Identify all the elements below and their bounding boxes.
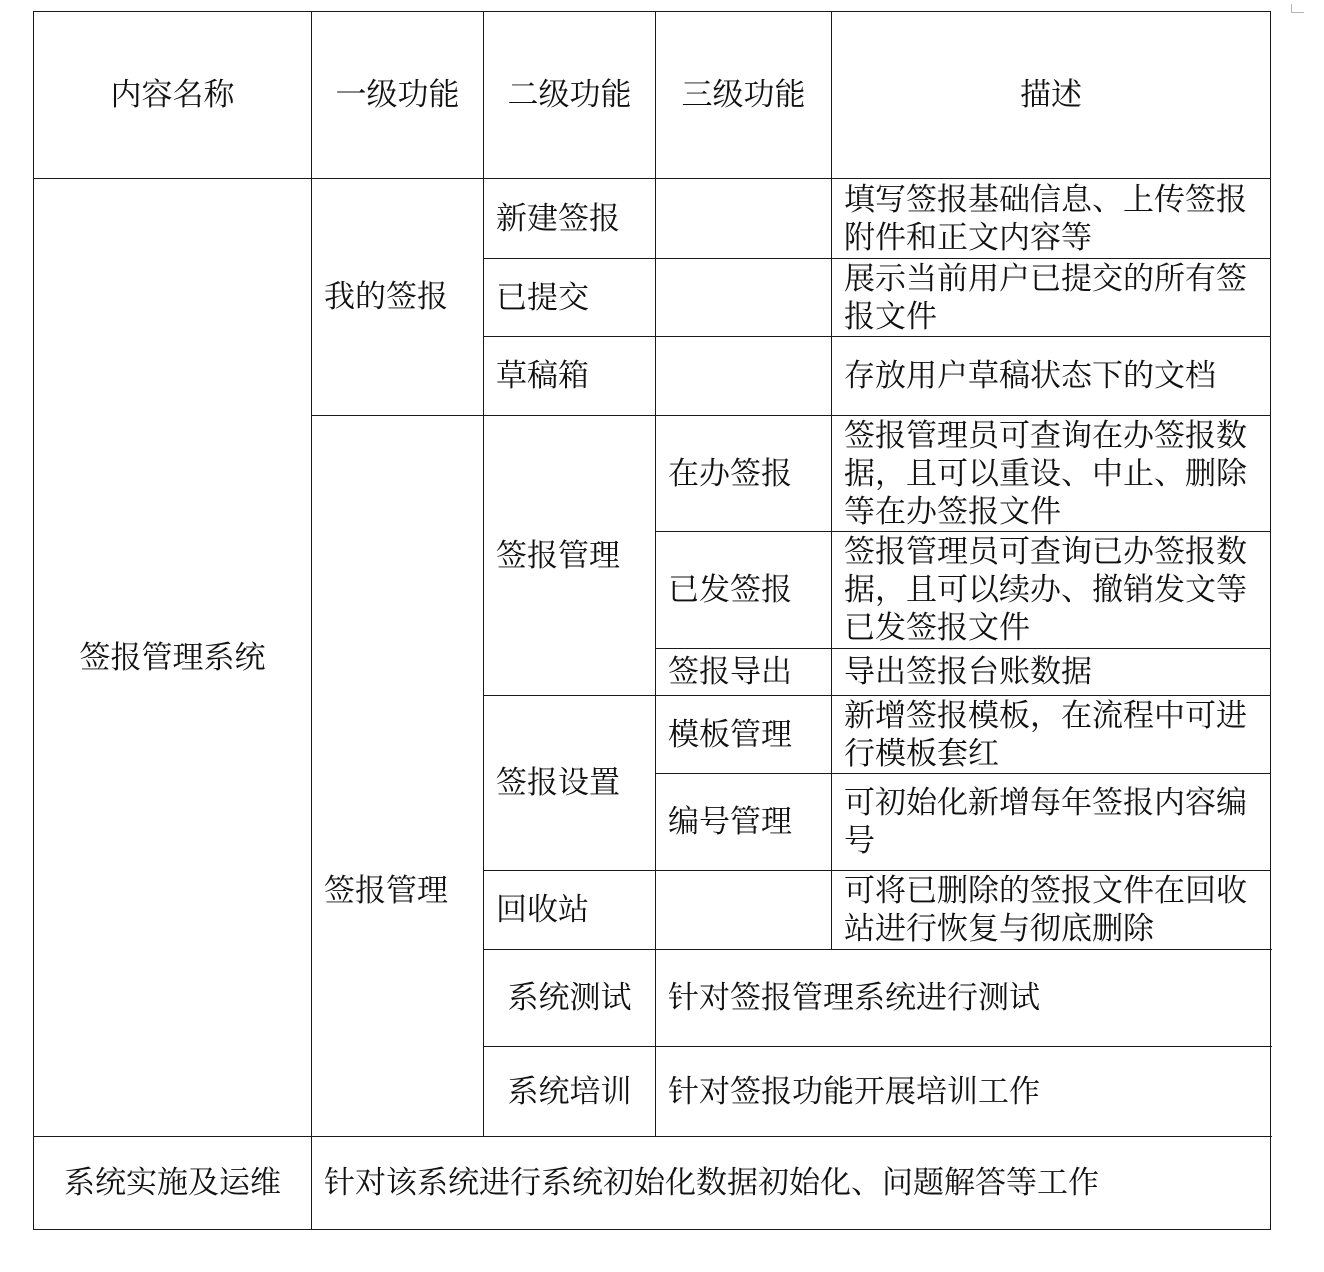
desc-in-progress: 签报管理员可查询在办签报数据，且可以重设、中止、删除等在办签报文件	[832, 416, 1271, 532]
desc-number-management: 可初始化新增每年签报内容编号	[832, 774, 1271, 871]
level2-new-report: 新建签报	[484, 179, 656, 259]
desc-drafts: 存放用户草稿状态下的文档	[832, 337, 1271, 416]
level3-empty	[656, 259, 832, 337]
header-description: 描述	[832, 12, 1271, 179]
header-level2: 二级功能	[484, 12, 656, 179]
system-name-cell: 签报管理系统	[34, 179, 312, 1137]
header-content-name: 内容名称	[34, 12, 312, 179]
desc-export: 导出签报台账数据	[832, 649, 1271, 696]
desc-recycle-bin: 可将已删除的签报文件在回收站进行恢复与彻底删除	[832, 871, 1271, 950]
level2-report-settings: 签报设置	[484, 696, 656, 871]
level3-empty	[656, 179, 832, 259]
page-corner-mark	[1291, 4, 1304, 13]
table-row	[34, 1137, 1271, 1230]
level2-report-management: 签报管理	[484, 416, 656, 696]
header-level1: 一级功能	[312, 12, 484, 179]
level3-empty	[656, 337, 832, 416]
desc-new-report: 填写签报基础信息、上传签报附件和正文内容等	[832, 179, 1271, 259]
function-table	[33, 11, 1271, 1230]
level2-submitted: 已提交	[484, 259, 656, 337]
level2-recycle-bin: 回收站	[484, 871, 656, 950]
level3-template-management: 模板管理	[656, 696, 832, 774]
table-row	[34, 179, 1271, 259]
level3-issued: 已发签报	[656, 532, 832, 649]
level3-in-progress: 在办签报	[656, 416, 832, 532]
row-desc-testing: 针对签报管理系统进行测试	[656, 950, 1271, 1047]
level1-report-management-label: 签报管理	[324, 873, 448, 909]
level3-number-management: 编号管理	[656, 774, 832, 871]
row-name-implementation: 系统实施及运维	[34, 1137, 312, 1230]
level1-report-management	[312, 416, 484, 1137]
row-name-training: 系统培训	[484, 1047, 656, 1137]
table-header-row	[34, 12, 1271, 179]
level2-drafts: 草稿箱	[484, 337, 656, 416]
desc-submitted: 展示当前用户已提交的所有签报文件	[832, 259, 1271, 337]
level3-empty	[656, 871, 832, 950]
level1-my-reports: 我的签报	[312, 179, 484, 416]
row-desc-implementation: 针对该系统进行系统初始化数据初始化、问题解答等工作	[312, 1137, 1271, 1230]
row-desc-training: 针对签报功能开展培训工作	[656, 1047, 1271, 1137]
row-name-testing: 系统测试	[484, 950, 656, 1047]
desc-template-management: 新增签报模板，在流程中可进行模板套红	[832, 696, 1271, 774]
desc-issued: 签报管理员可查询已办签报数据，且可以续办、撤销发文等已发签报文件	[832, 532, 1271, 649]
level3-export: 签报导出	[656, 649, 832, 696]
header-level3: 三级功能	[656, 12, 832, 179]
